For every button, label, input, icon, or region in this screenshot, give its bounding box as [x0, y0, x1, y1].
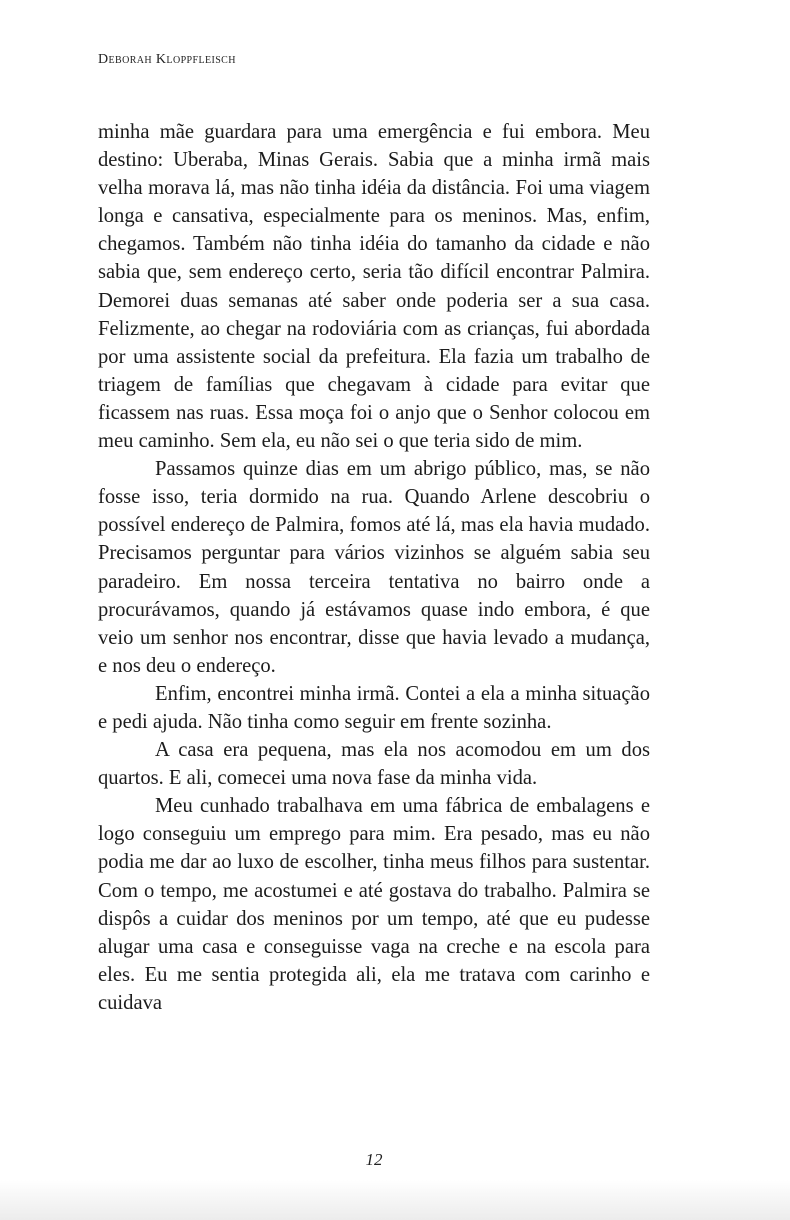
- paragraph: Meu cunhado trabalhava em uma fábrica de embalagens e logo conseguiu um emprego para mim. Era pesado, mas eu não podia me dar ao luxo de escolher, tinha meus filhos para sustentar. Com o tempo, me acostumei e até gostava do trabalho. Palmira se dispôs a cuidar dos meninos por um tempo, até que eu pudesse alugar uma casa e conseguisse vaga na creche e na escola para eles. Eu me sentia protegida ali, ela me tratava com carinho e cuidava: [98, 795, 650, 1014]
- paragraph: Enfim, encontrei minha irmã. Contei a ela a minha situação e pedi ajuda. Não tinha como seguir em frente sozinha.: [98, 682, 650, 733]
- page-number: 12: [365, 1150, 383, 1169]
- paragraph: A casa era pequena, mas ela nos acomodou em um dos quartos. E ali, comecei uma nova fase da minha vida.: [98, 739, 650, 790]
- paragraph-continuation: minha mãe guardara para uma emergência e fui embora. Meu destino: Uberaba, Minas Gerais. Sabia que a minha irmã mais velha morava lá, mas não tinha idéia da distância. Foi uma viagem longa e cansativa, especialmente para os meninos. Mas, enfim, chegamos. Também não tinha idéia do tamanho da cidade e não sabia que, sem endereço certo, seria tão difícil encontrar Palmira. Demorei duas semanas até saber onde poderia ser a sua casa. Felizmente, ao chegar na rodoviária com as crianças, fui abordada por uma assistente social da prefeitura. Ela fazia um trabalho de triagem de famílias que chegavam à cidade para evitar que ficassem nas ruas. Essa moça foi o anjo que o Senhor colocou em meu caminho. Sem ela, eu não sei o que teria sido de mim.: [98, 121, 650, 453]
- page-edge-shadow: [0, 1180, 790, 1220]
- paragraph: Passamos quinze dias em um abrigo público, mas, se não fosse isso, teria dormido na rua. Quando Arlene descobriu o possível endereço de Palmira, fomos até lá, mas ela havia mudado. Precisamos perguntar para vários vizinhos se alguém sabia seu paradeiro. Em nossa terceira tentativa no bairro onde a procurávamos, quando já estávamos quase indo embora, é que veio um senhor nos encontrar, disse que havia levado a mudança, e nos deu o endereço.: [98, 458, 650, 677]
- body-text: [98, 118, 650, 1017]
- running-header-author: Deborah Kloppfleisch: [98, 52, 236, 67]
